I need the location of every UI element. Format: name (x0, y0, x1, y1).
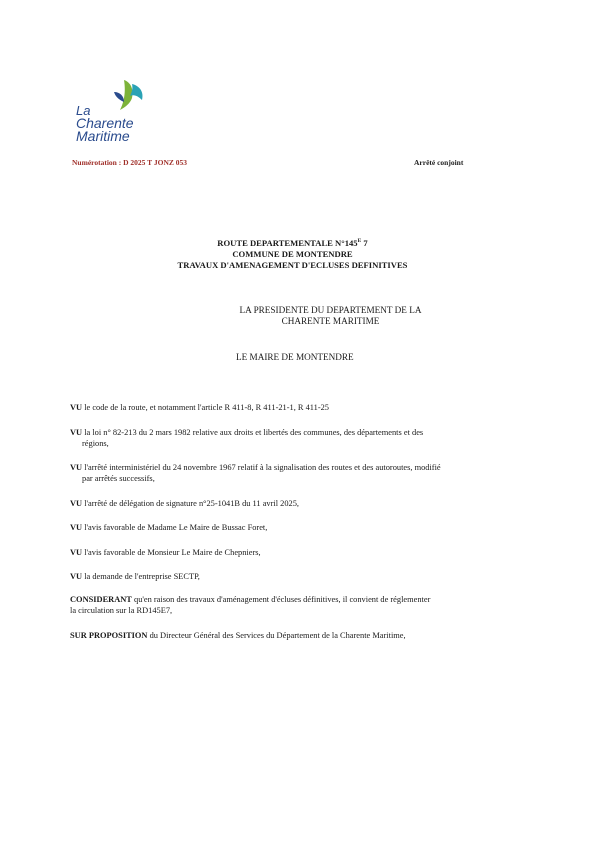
authority-mayor: LE MAIRE DE MONTENDRE (236, 352, 354, 362)
document-type: Arrêté conjoint (414, 158, 464, 167)
vu-avis-bussac: VU l'avis favorable de Madame Le Maire de Bussac Foret, (70, 523, 268, 532)
vu-arrete-interministeriel: VU l'arrêté interministériel du 24 novembre 1967 relatif à la signalisation des routes et des autoroutes, modifié par arrêtés successifs, (70, 463, 441, 483)
authority-president: LA PRESIDENTE DU DEPARTEMENT DE LA CHARENTE MARITIME (239, 305, 422, 326)
sur-proposition: SUR PROPOSITION du Directeur Général des Services du Département de la Charente Maritime, (70, 630, 406, 640)
document-title (120, 236, 465, 271)
logo-line-1: La (76, 103, 91, 118)
considerant: CONSIDERANT qu'en raison des travaux d'aménagement d'écluses définitives, il convient de réglementer la circulation sur la RD145E7, (70, 595, 431, 615)
charente-maritime-logo (72, 78, 152, 148)
logo-line-3: Maritime (76, 128, 130, 144)
title-line-3: TRAVAUX D'AMENAGEMENT D'ECLUSES DEFINITIVES (177, 259, 408, 270)
document-body (70, 402, 515, 654)
numerotation: Numérotation : D 2025 T JONZ 053 (72, 158, 188, 167)
vu-code-route: VU le code de la route, et notamment l'article R 411-8, R 411-21-1, R 411-25 (70, 403, 329, 412)
title-line-2: COMMUNE DE MONTENDRE (232, 248, 353, 259)
vu-demande: VU la demande de l'entreprise SECTP, (70, 572, 200, 581)
vu-loi: VU la loi n° 82-213 du 2 mars 1982 relative aux droits et libertés des communes, des départements et des régions, (70, 427, 424, 448)
logo-wordmark (76, 104, 134, 143)
vu-avis-chepniers: VU l'avis favorable de Monsieur Le Maire de Chepniers, (70, 547, 261, 557)
logo-line-2: Charente (76, 115, 134, 131)
vu-delegation: VU l'arrêté de délégation de signature n°25-1041B du 11 avril 2025, (70, 498, 299, 508)
title-line-1: ROUTE DEPARTEMENTALE $N^\circ 145^E$ 7 (217, 237, 368, 248)
